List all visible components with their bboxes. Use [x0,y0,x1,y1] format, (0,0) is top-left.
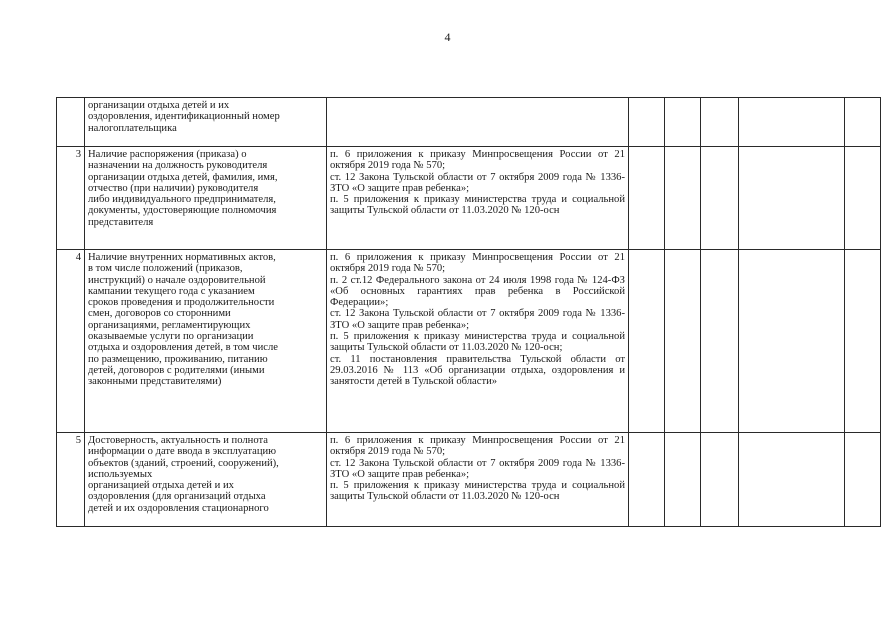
empty-cell [629,250,665,433]
requirement-line: инструкций) о начале оздоровительной [88,274,266,286]
row-number: 4 [57,250,85,433]
requirement-line: по размещению, проживанию, питанию [88,353,268,365]
checklist-table [56,97,881,527]
legal-reference-cell [327,433,629,527]
page-number: 4 [444,30,451,44]
requirement-line: Достоверность, актуальность и полнота [88,435,268,446]
legal-reference: п. 6 приложения к приказу Минпросвещения России от 21 октября 2019 года № 570; [330,435,625,458]
empty-cell [739,147,845,250]
requirement-line: отчество (при наличии) руководителя [88,182,259,194]
legal-reference: ст. 12 Закона Тульской области от 7 октября 2009 года № 1336-ЗТО «О защите прав ребенка»; [330,308,625,331]
requirement-cell [85,250,327,433]
empty-cell [665,250,701,433]
empty-cell [701,433,739,527]
requirement-line: Наличие внутренних нормативных актов, [88,252,276,263]
requirement-cell [85,98,327,147]
legal-reference: п. 6 приложения к приказу Минпросвещения России от 21 октября 2019 года № 570; [330,149,625,172]
empty-cell [629,433,665,527]
requirement-line: объектов (зданий, строений, сооружений), [88,457,279,469]
legal-reference-cell [327,98,629,147]
requirement-line: налогоплательщика [88,122,177,134]
requirement-line: информации о дате ввода в эксплуатацию [88,446,277,458]
requirement-line: сроков проведения и продолжительности [88,297,275,309]
requirement-line: оказываемые услуги по организации [88,331,254,343]
row-number: 3 [57,147,85,250]
legal-reference: ст. 11 постановления правительства Тульской области от 29.03.2016 № 113 «Об организации отдыха, оздоровления и занятости детей в Тульской области» [330,353,625,388]
row-number [57,98,85,147]
requirement-line: смен, договоров со сторонними [88,308,231,320]
legal-reference: ст. 12 Закона Тульской области от 7 октября 2009 года № 1336-ЗТО «О защите прав ребенка»; [330,457,625,480]
legal-reference: п. 6 приложения к приказу Минпросвещения России от 21 октября 2019 года № 570; [330,252,625,275]
requirement-line: оздоровления, идентификационный номер [88,111,280,123]
requirement-line: назначении на должность руководителя [88,160,268,172]
empty-cell [665,433,701,527]
empty-cell [629,98,665,147]
empty-cell [845,433,881,527]
legal-reference: ст. 12 Закона Тульской области от 7 октября 2009 года № 1336-ЗТО «О защите прав ребенка»; [330,171,625,194]
requirement-line: кампании текущего года с указанием [88,285,255,297]
requirement-line: организацией отдыха детей и их [88,480,234,492]
empty-cell [739,433,845,527]
requirement-line: представителя [88,216,154,228]
empty-cell [629,147,665,250]
requirement-line: документы, удостоверяющие полномочия [88,205,277,217]
requirement-cell [85,433,327,527]
empty-cell [701,250,739,433]
empty-cell [845,250,881,433]
requirement-line: детей, договоров с родителями (иными [88,364,265,376]
requirement-line: организации отдыха детей, фамилия, имя, [88,171,278,183]
empty-cell [665,98,701,147]
empty-cell [739,98,845,147]
empty-cell [845,98,881,147]
table-row [57,250,881,433]
empty-cell [739,250,845,433]
requirement-line: Наличие распоряжения (приказа) о [88,149,247,160]
empty-cell [665,147,701,250]
empty-cell [701,98,739,147]
legal-reference-cell [327,250,629,433]
table-row [57,433,881,527]
requirement-line: оздоровления (для организаций отдыха [88,491,266,503]
table-row [57,147,881,250]
requirement-line: законными представителями) [88,376,222,388]
requirement-line: в том числе положений (приказов, [88,263,243,275]
requirement-line: отдыха и оздоровления детей, в том числе [88,342,278,354]
requirement-line: используемых [88,468,153,480]
legal-reference-cell [327,147,629,250]
legal-reference: п. 5 приложения к приказу министерства труда и социальной защиты Тульской области от 11.03.2020 № 120-осн [330,194,625,217]
requirement-line: организациями, регламентирующих [88,319,251,331]
requirement-line: либо индивидуального предпринимателя, [88,194,276,206]
requirement-line: детей и их оздоровления стационарного [88,502,269,514]
empty-cell [701,147,739,250]
legal-reference: п. 5 приложения к приказу министерства труда и социальной защиты Тульской области от 11.03.2020 № 120-осн; [330,331,625,354]
legal-reference: п. 5 приложения к приказу министерства труда и социальной защиты Тульской области от 11.03.2020 № 120-осн [330,480,625,503]
requirement-line: организации отдыха детей и их [88,100,230,111]
table-row [57,98,881,147]
empty-cell [845,147,881,250]
legal-reference: п. 2 ст.12 Федерального закона от 24 июля 1998 года № 124-ФЗ «Об основных гарантиях прав ребенка в Российской Федерации»; [330,274,625,309]
row-number: 5 [57,433,85,527]
requirement-cell [85,147,327,250]
